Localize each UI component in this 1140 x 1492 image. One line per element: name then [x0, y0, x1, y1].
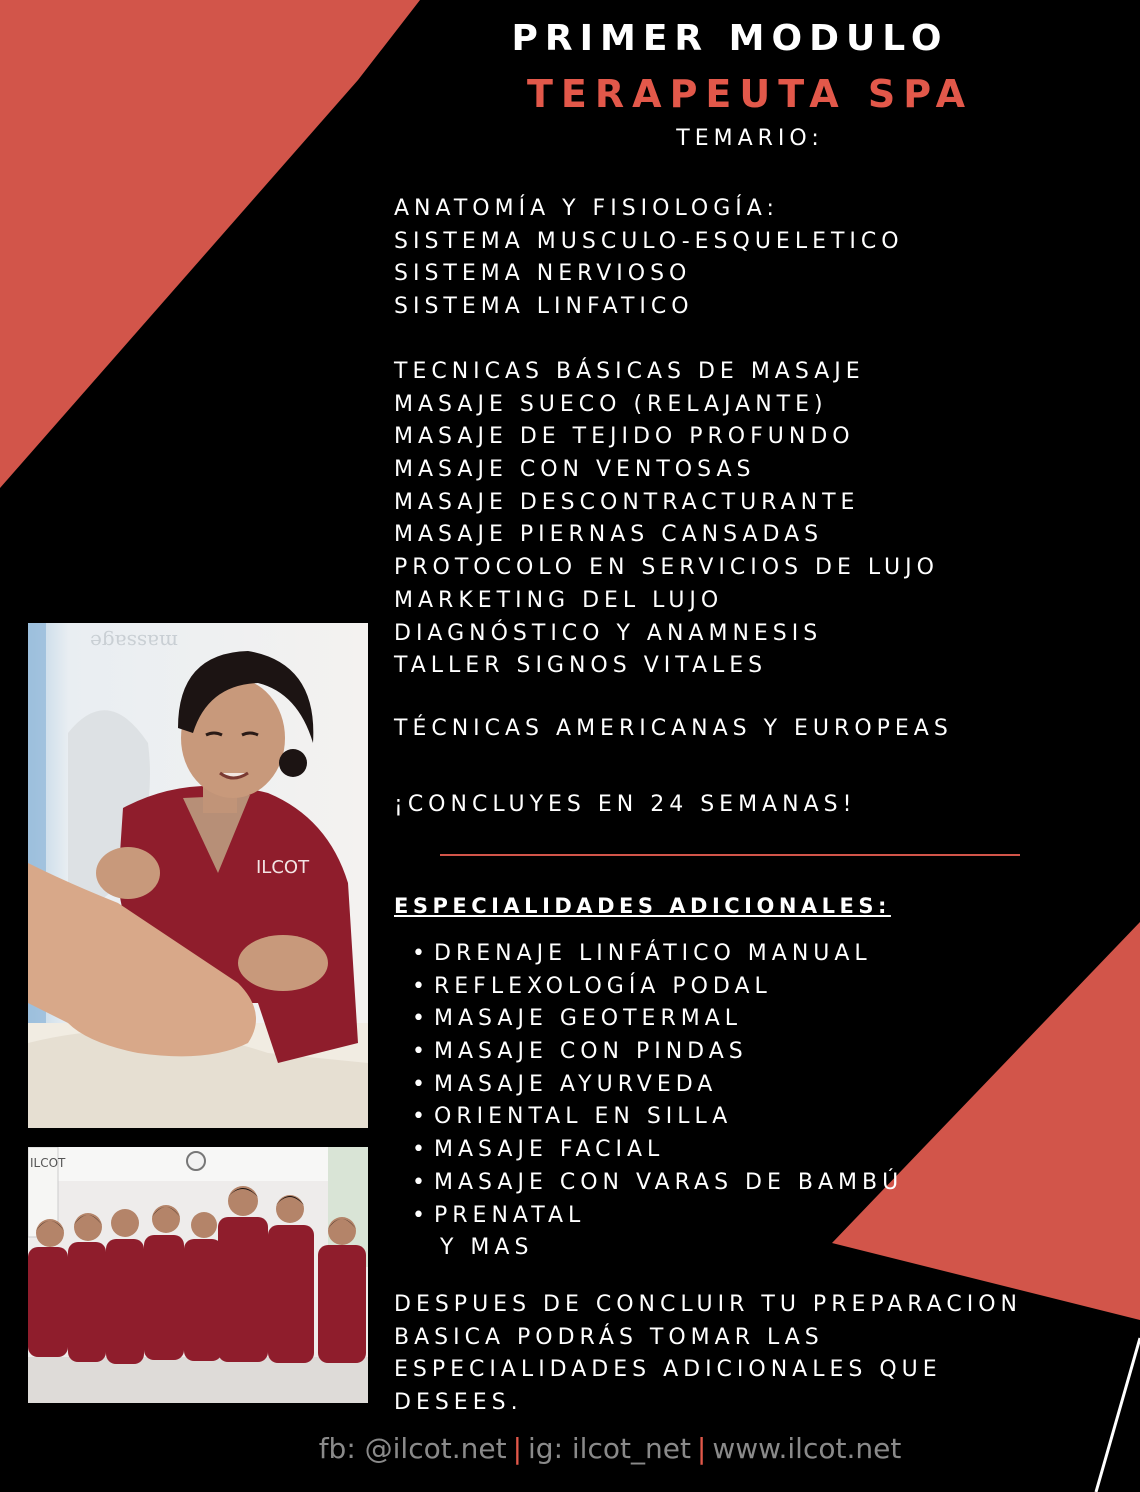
bullet-icon: •	[412, 941, 425, 966]
specialty-label: MASAJE AYURVEDA	[434, 1071, 718, 1097]
bullet-icon: •	[412, 1039, 425, 1065]
bullet-icon: •	[412, 1071, 425, 1097]
bullet-icon: •	[412, 1104, 425, 1130]
anatomy-line: ANATOMÍA Y FISIOLOGÍA:	[394, 196, 779, 221]
technique-line: MASAJE DESCONTRACTURANTE	[394, 489, 860, 515]
specialty-item	[412, 1101, 903, 1134]
specialty-label: REFLEXOLOGÍA PODAL	[434, 973, 772, 999]
closing-text	[394, 1289, 1022, 1420]
technique-line: PROTOCOLO EN SERVICIOS DE LUJO	[394, 555, 939, 581]
group-illustration	[28, 1147, 368, 1403]
therapist-illustration	[28, 623, 368, 1128]
social-footer	[0, 1432, 1140, 1465]
specialty-label: DRENAJE LINFÁTICO MANUAL	[434, 941, 872, 966]
bullet-icon: •	[412, 1006, 425, 1032]
technique-line: TECNICAS BÁSICAS DE MASAJE	[394, 359, 865, 384]
specialty-item	[412, 1200, 903, 1233]
footer-separator: |	[696, 1432, 707, 1465]
window-text: massage	[90, 630, 178, 654]
bullet-icon: •	[412, 1202, 425, 1228]
group-photo	[28, 1147, 368, 1403]
section-divider	[440, 854, 1020, 856]
specialty-label: PRENATAL	[434, 1202, 586, 1228]
specialty-label: MASAJE GEOTERMAL	[434, 1006, 743, 1032]
techniques-list	[394, 356, 939, 683]
uniform-logo: ILCOT	[256, 857, 310, 878]
website-link[interactable]: www.ilcot.net	[712, 1432, 902, 1465]
specialty-item	[412, 938, 903, 971]
technique-line: DIAGNÓSTICO Y ANAMNESIS	[394, 620, 823, 646]
anatomy-line: SISTEMA MUSCULO-ESQUELETICO	[394, 228, 904, 254]
technique-line: MASAJE DE TEJIDO PROFUNDO	[394, 424, 855, 450]
closing-line: DESPUES DE CONCLUIR TU PREPARACION	[394, 1292, 1022, 1317]
facebook-handle[interactable]: fb: @ilcot.net	[318, 1432, 507, 1465]
specialty-more: Y MAS	[440, 1235, 534, 1261]
specialty-item	[412, 1036, 903, 1069]
technique-line: TALLER SIGNOS VITALES	[394, 653, 768, 679]
techniques-extra: TÉCNICAS AMERICANAS Y EUROPEAS	[394, 716, 953, 741]
specialty-label: MASAJE CON VARAS DE BAMBÚ	[434, 1169, 904, 1195]
technique-line: MASAJE SUECO (RELAJANTE)	[394, 391, 828, 417]
bullet-icon: •	[412, 973, 425, 999]
closing-line: BASICA PODRÁS TOMAR LAS	[394, 1324, 824, 1350]
duration-text: ¡CONCLUYES EN 24 SEMANAS!	[394, 792, 857, 817]
closing-line: ESPECIALIDADES ADICIONALES QUE	[394, 1357, 942, 1383]
technique-line: MARKETING DEL LUJO	[394, 587, 724, 613]
specialties-list	[412, 938, 903, 1265]
specialty-item	[412, 1003, 903, 1036]
specialty-item	[412, 1167, 903, 1200]
technique-line: MASAJE PIERNAS CANSADAS	[394, 522, 824, 548]
wall-logo: ILCOT	[30, 1156, 66, 1170]
anatomy-line: SISTEMA LINFATICO	[394, 294, 694, 320]
therapist-massage-photo	[28, 623, 368, 1128]
anatomy-list	[394, 193, 904, 324]
specialty-item	[412, 971, 903, 1004]
specialty-item	[412, 1134, 903, 1167]
specialty-label: MASAJE FACIAL	[434, 1137, 665, 1163]
specialty-label: ORIENTAL EN SILLA	[434, 1104, 733, 1130]
specialty-label: MASAJE CON PINDAS	[434, 1039, 748, 1065]
bullet-icon: •	[412, 1169, 425, 1195]
bullet-icon: •	[412, 1137, 425, 1163]
anatomy-line: SISTEMA NERVIOSO	[394, 261, 692, 287]
specialty-item	[412, 1069, 903, 1102]
instagram-handle[interactable]: ig: ilcot_net	[528, 1432, 691, 1465]
top-left-triangle	[0, 0, 420, 488]
footer-separator: |	[512, 1432, 523, 1465]
syllabus-heading: TEMARIO:	[676, 126, 824, 151]
module-title: PRIMER MODULO	[511, 18, 949, 59]
program-title: TERAPEUTA SPA	[527, 72, 973, 116]
specialties-heading: ESPECIALIDADES ADICIONALES:	[394, 894, 891, 918]
technique-line: MASAJE CON VENTOSAS	[394, 457, 756, 483]
corner-line	[1096, 1338, 1140, 1492]
closing-line: DESEES.	[394, 1390, 523, 1416]
